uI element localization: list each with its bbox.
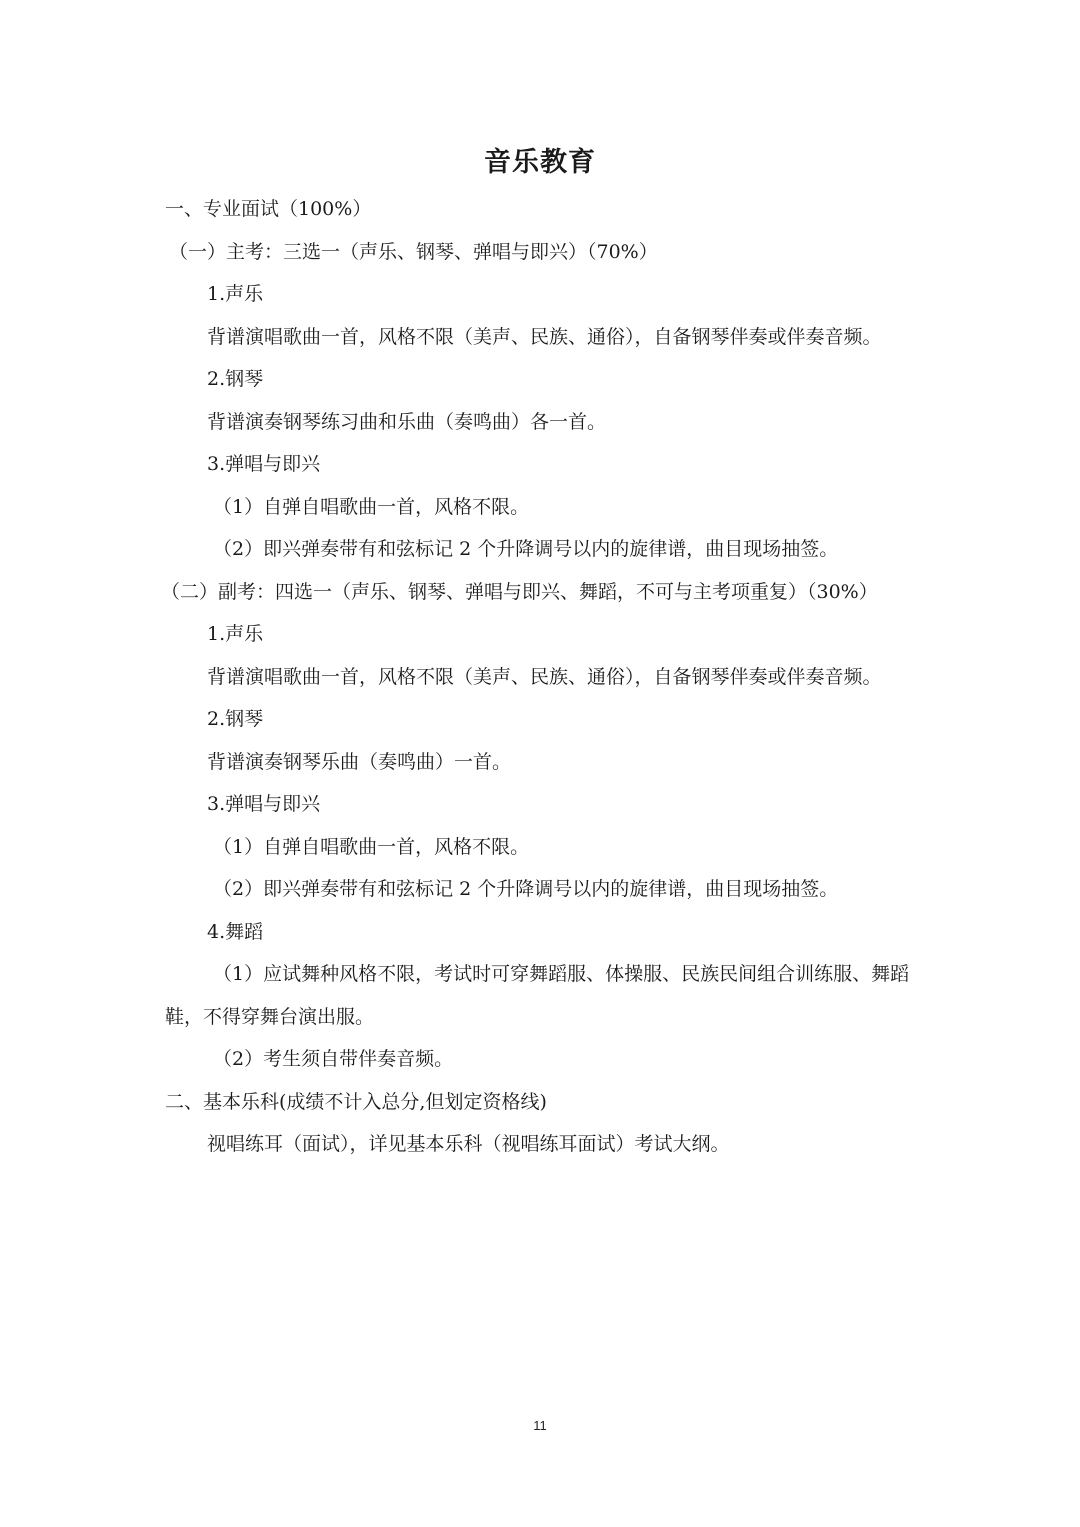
item-dance-a: （1）应试舞种风格不限，考试时可穿舞蹈服、体操服、民族民间组合训练服、舞蹈鞋，不得穿舞台演出服。 [165,963,910,1028]
subsection-2-heading: （二）副考：四选一（声乐、钢琴、弹唱与即兴、舞蹈，不可与主考项重复）（30%） [161,580,878,603]
item-sing-improv-b: （2）即兴弹奏带有和弦标记 2 个升降调号以内的旋律谱，曲目现场抽签。 [213,538,839,560]
item-vocal-heading-2: 1.声乐 [207,623,264,645]
section-1-heading: 一、专业面试（100%） [165,198,372,220]
item-vocal-text: 背谱演唱歌曲一首，风格不限（美声、民族、通俗），自备钢琴伴奏或伴奏音频。 [207,325,882,348]
item-piano-text-2: 背谱演奏钢琴乐曲（奏鸣曲）一首。 [207,750,512,773]
item-sing-improv-a-2: （1）自弹自唱歌曲一首，风格不限。 [213,835,530,858]
page-number: 11 [533,1418,547,1433]
item-sing-improv-a: （1）自弹自唱歌曲一首，风格不限。 [213,495,530,518]
item-piano-heading: 2.钢琴 [207,368,264,390]
item-vocal-heading: 1.声乐 [207,283,264,305]
item-dance-heading: 4.舞蹈 [207,920,264,943]
item-sing-improv-b-2: （2）即兴弹奏带有和弦标记 2 个升降调号以内的旋律谱，曲目现场抽签。 [213,878,839,900]
document-body [161,188,925,1166]
item-dance-b: （2）考生须自带伴奏音频。 [213,1048,454,1070]
subsection-1-heading: （一）主考：三选一（声乐、钢琴、弹唱与即兴）（70%） [169,240,658,263]
page-title: 音乐教育 [484,147,596,178]
item-sing-improv-heading-2: 3.弹唱与即兴 [207,793,321,815]
section-2-heading: 二、基本乐科(成绩不计入总分,但划定资格线) [165,1090,547,1113]
item-sing-improv-heading: 3.弹唱与即兴 [207,453,321,475]
item-piano-text: 背谱演奏钢琴练习曲和乐曲（奏鸣曲）各一首。 [207,410,607,433]
item-piano-heading-2: 2.钢琴 [207,708,264,730]
item-vocal-text-2: 背谱演唱歌曲一首，风格不限（美声、民族、通俗），自备钢琴伴奏或伴奏音频。 [207,665,882,688]
section-2-text: 视唱练耳（面试），详见基本乐科（视唱练耳面试）考试大纲。 [207,1133,730,1155]
